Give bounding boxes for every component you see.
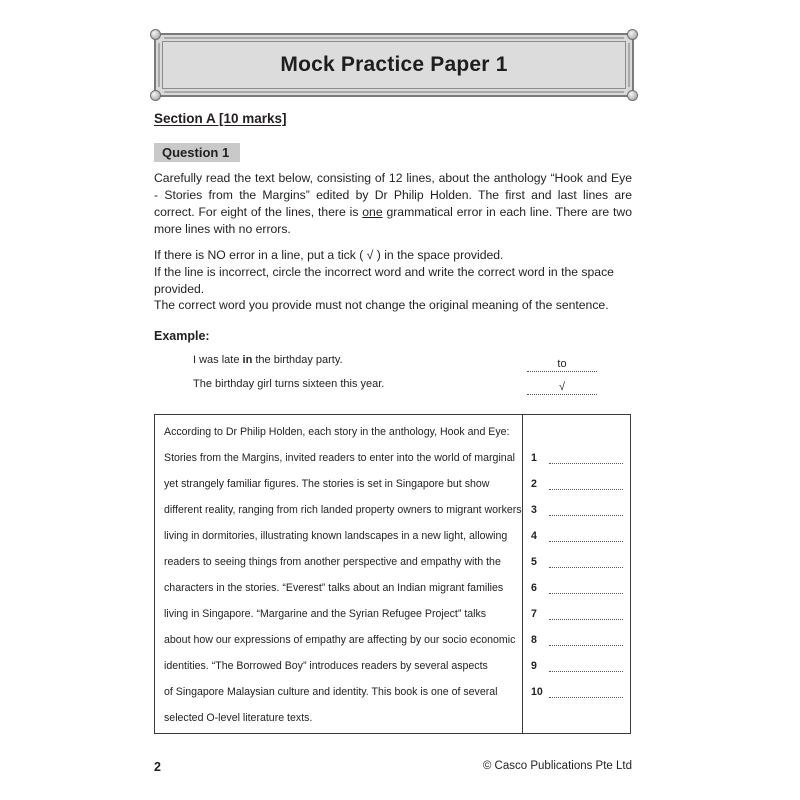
instruction-line: If the line is incorrect, circle the incorrect word and write the correct word in the space provided. <box>154 265 614 296</box>
answer-blank[interactable] <box>549 515 623 516</box>
example-answer-1: to <box>527 358 597 372</box>
passage-line: readers to seeing things from another perspective and empathy with the <box>164 556 501 568</box>
answer-blank[interactable] <box>549 463 623 464</box>
line-number: 8 <box>531 634 537 646</box>
banner-inner <box>162 41 626 89</box>
answer-column-divider <box>522 415 523 733</box>
passage-line: living in Singapore. “Margarine and the Syrian Refugee Project” talks <box>164 608 487 620</box>
example-heading: Example: <box>154 329 210 343</box>
banner-rail-right <box>628 43 630 87</box>
line-number: 4 <box>531 530 537 542</box>
rivet-icon <box>150 90 161 101</box>
instruction-paragraph-3: The correct word you provide must not change the original meaning of the sentence. <box>154 298 609 312</box>
instruction-text: grammatical error in each line. There are two more lines with no errors. <box>154 205 632 236</box>
answer-blank[interactable] <box>549 489 623 490</box>
banner-rail-top <box>164 37 624 39</box>
answer-blank[interactable] <box>549 671 623 672</box>
line-number: 3 <box>531 504 537 516</box>
example-error-word: in <box>242 354 253 366</box>
rivet-icon <box>627 29 638 40</box>
answer-blank[interactable] <box>549 593 623 594</box>
page-number: 2 <box>154 760 161 774</box>
passage-line: Stories from the Margins, invited readers to enter into the world of marginal <box>164 452 515 464</box>
example-text: I was late <box>193 354 243 366</box>
title-banner <box>154 33 634 97</box>
instruction-text: Carefully read the text below, consisting of 12 lines, about the anthology “Hook and Eye - Stories from the Margins” edited by Dr Philip Holden. The first and last lines are correct. For eight of the lines, there is <box>154 171 632 219</box>
example-line-1 <box>193 354 343 366</box>
answer-blank[interactable] <box>549 541 623 542</box>
line-number: 9 <box>531 660 537 672</box>
passage-line: characters in the stories. “Everest” talks about an Indian migrant families <box>164 582 504 594</box>
line-number: 1 <box>531 452 537 464</box>
passage-line: yet strangely familiar figures. The stories is set in Singapore but show <box>164 478 490 490</box>
passage-box <box>154 414 631 734</box>
instruction-line: If there is NO error in a line, put a tick ( √ ) in the space provided. <box>154 248 504 262</box>
passage-line: different reality, ranging from rich landed property owners to migrant workers <box>164 504 522 516</box>
example-text: the birthday party. <box>252 354 343 366</box>
passage-line: of Singapore Malaysian culture and identity. This book is one of several <box>164 686 498 698</box>
banner-rail-left <box>158 43 160 87</box>
line-number: 6 <box>531 582 537 594</box>
passage-line: living in dormitories, illustrating known landscapes in a new light, allowing <box>164 530 508 542</box>
answer-blank[interactable] <box>549 645 623 646</box>
page-title: Mock Practice Paper 1 <box>280 53 508 76</box>
section-heading: Section A [10 marks] <box>154 111 287 126</box>
passage-line: selected O-level literature texts. <box>164 712 313 724</box>
question-badge <box>154 143 240 162</box>
question-label: Question 1 <box>162 145 230 160</box>
copyright-notice: © Casco Publications Pte Ltd <box>482 760 632 772</box>
example-answer-2: √ <box>527 381 597 395</box>
line-number: 10 <box>531 686 543 698</box>
answer-blank[interactable] <box>549 619 623 620</box>
example-line-2: The birthday girl turns sixteen this year. <box>193 378 385 390</box>
answer-blank[interactable] <box>549 567 623 568</box>
rivet-icon <box>627 90 638 101</box>
line-number: 2 <box>531 478 537 490</box>
instruction-paragraph-2 <box>154 247 632 298</box>
line-number: 5 <box>531 556 537 568</box>
passage-line: According to Dr Philip Holden, each story in the anthology, Hook and Eye: <box>164 426 510 438</box>
line-number: 7 <box>531 608 537 620</box>
instruction-paragraph-1 <box>154 170 632 238</box>
underlined-word: one <box>362 205 383 219</box>
passage-line: about how our expressions of empathy are affecting by our socio economic <box>164 634 516 646</box>
rivet-icon <box>150 29 161 40</box>
passage-line: identities. “The Borrowed Boy” introduces readers by several aspects <box>164 660 488 672</box>
answer-blank[interactable] <box>549 697 623 698</box>
banner-rail-bottom <box>164 91 624 93</box>
